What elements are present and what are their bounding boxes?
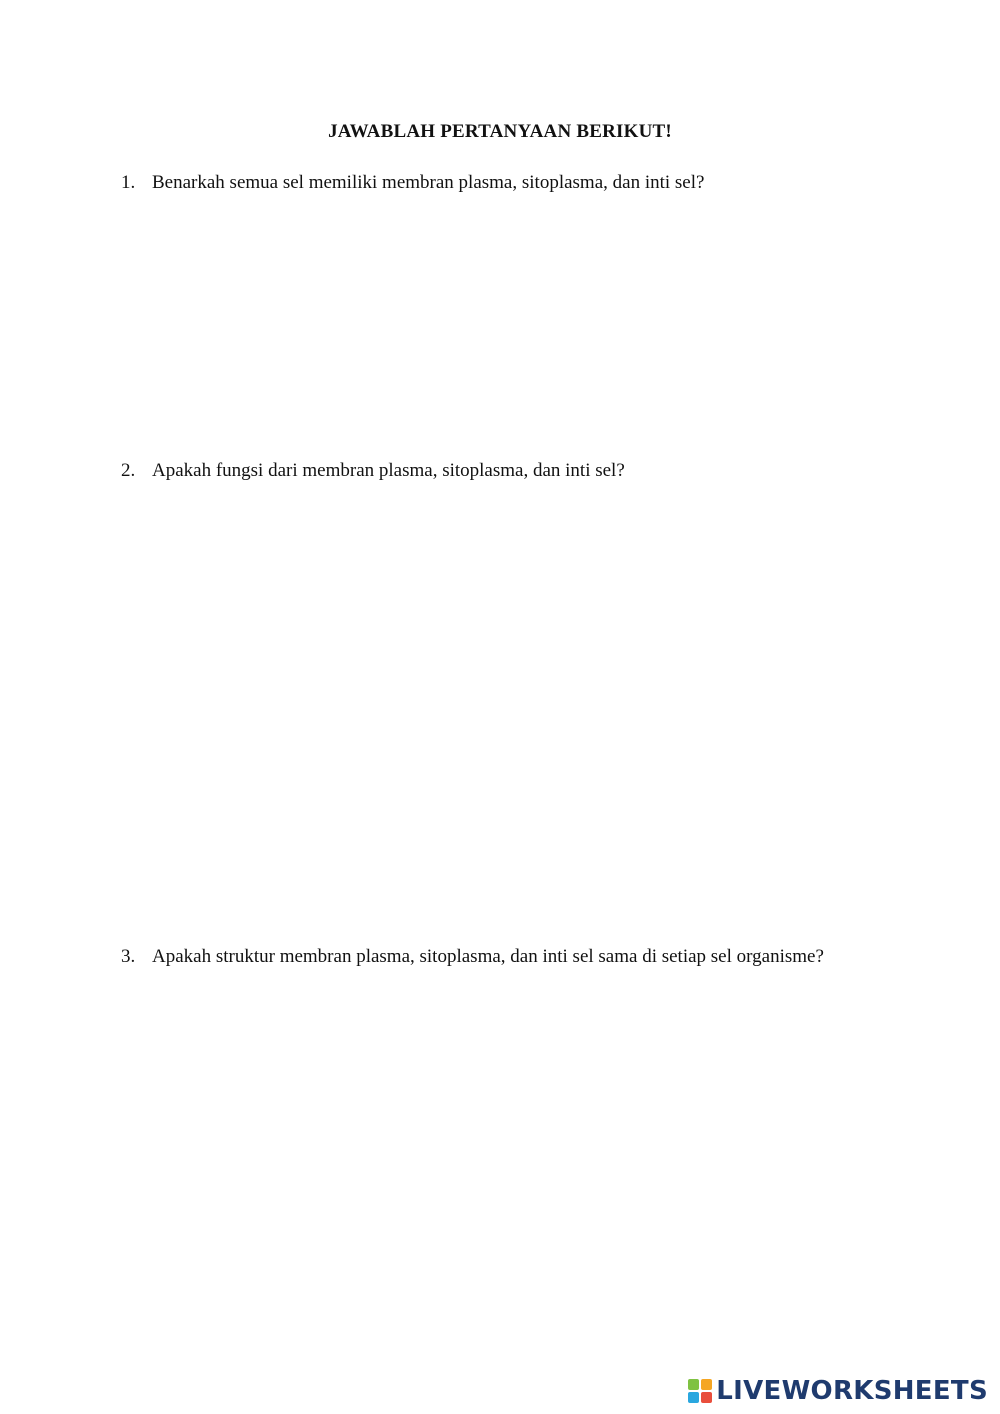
question-number: 2. <box>121 460 136 481</box>
logo-mark-icon <box>688 1379 712 1403</box>
question-1 <box>121 171 941 195</box>
question-text: Apakah struktur membran plasma, sitoplasma, dan inti sel sama di setiap sel organisme? <box>152 946 824 967</box>
logo-text: LIVEWORKSHEETS <box>716 1376 988 1406</box>
question-text: Apakah fungsi dari membran plasma, sitoplasma, dan inti sel? <box>152 460 625 481</box>
question-2 <box>121 459 941 483</box>
liveworksheets-logo <box>688 1376 988 1406</box>
page-title: JAWABLAH PERTANYAAN BERIKUT! <box>328 121 672 142</box>
question-number: 3. <box>121 946 136 967</box>
question-3 <box>121 945 941 969</box>
question-number: 1. <box>121 172 136 193</box>
question-text: Benarkah semua sel memiliki membran plasma, sitoplasma, dan inti sel? <box>152 172 705 193</box>
